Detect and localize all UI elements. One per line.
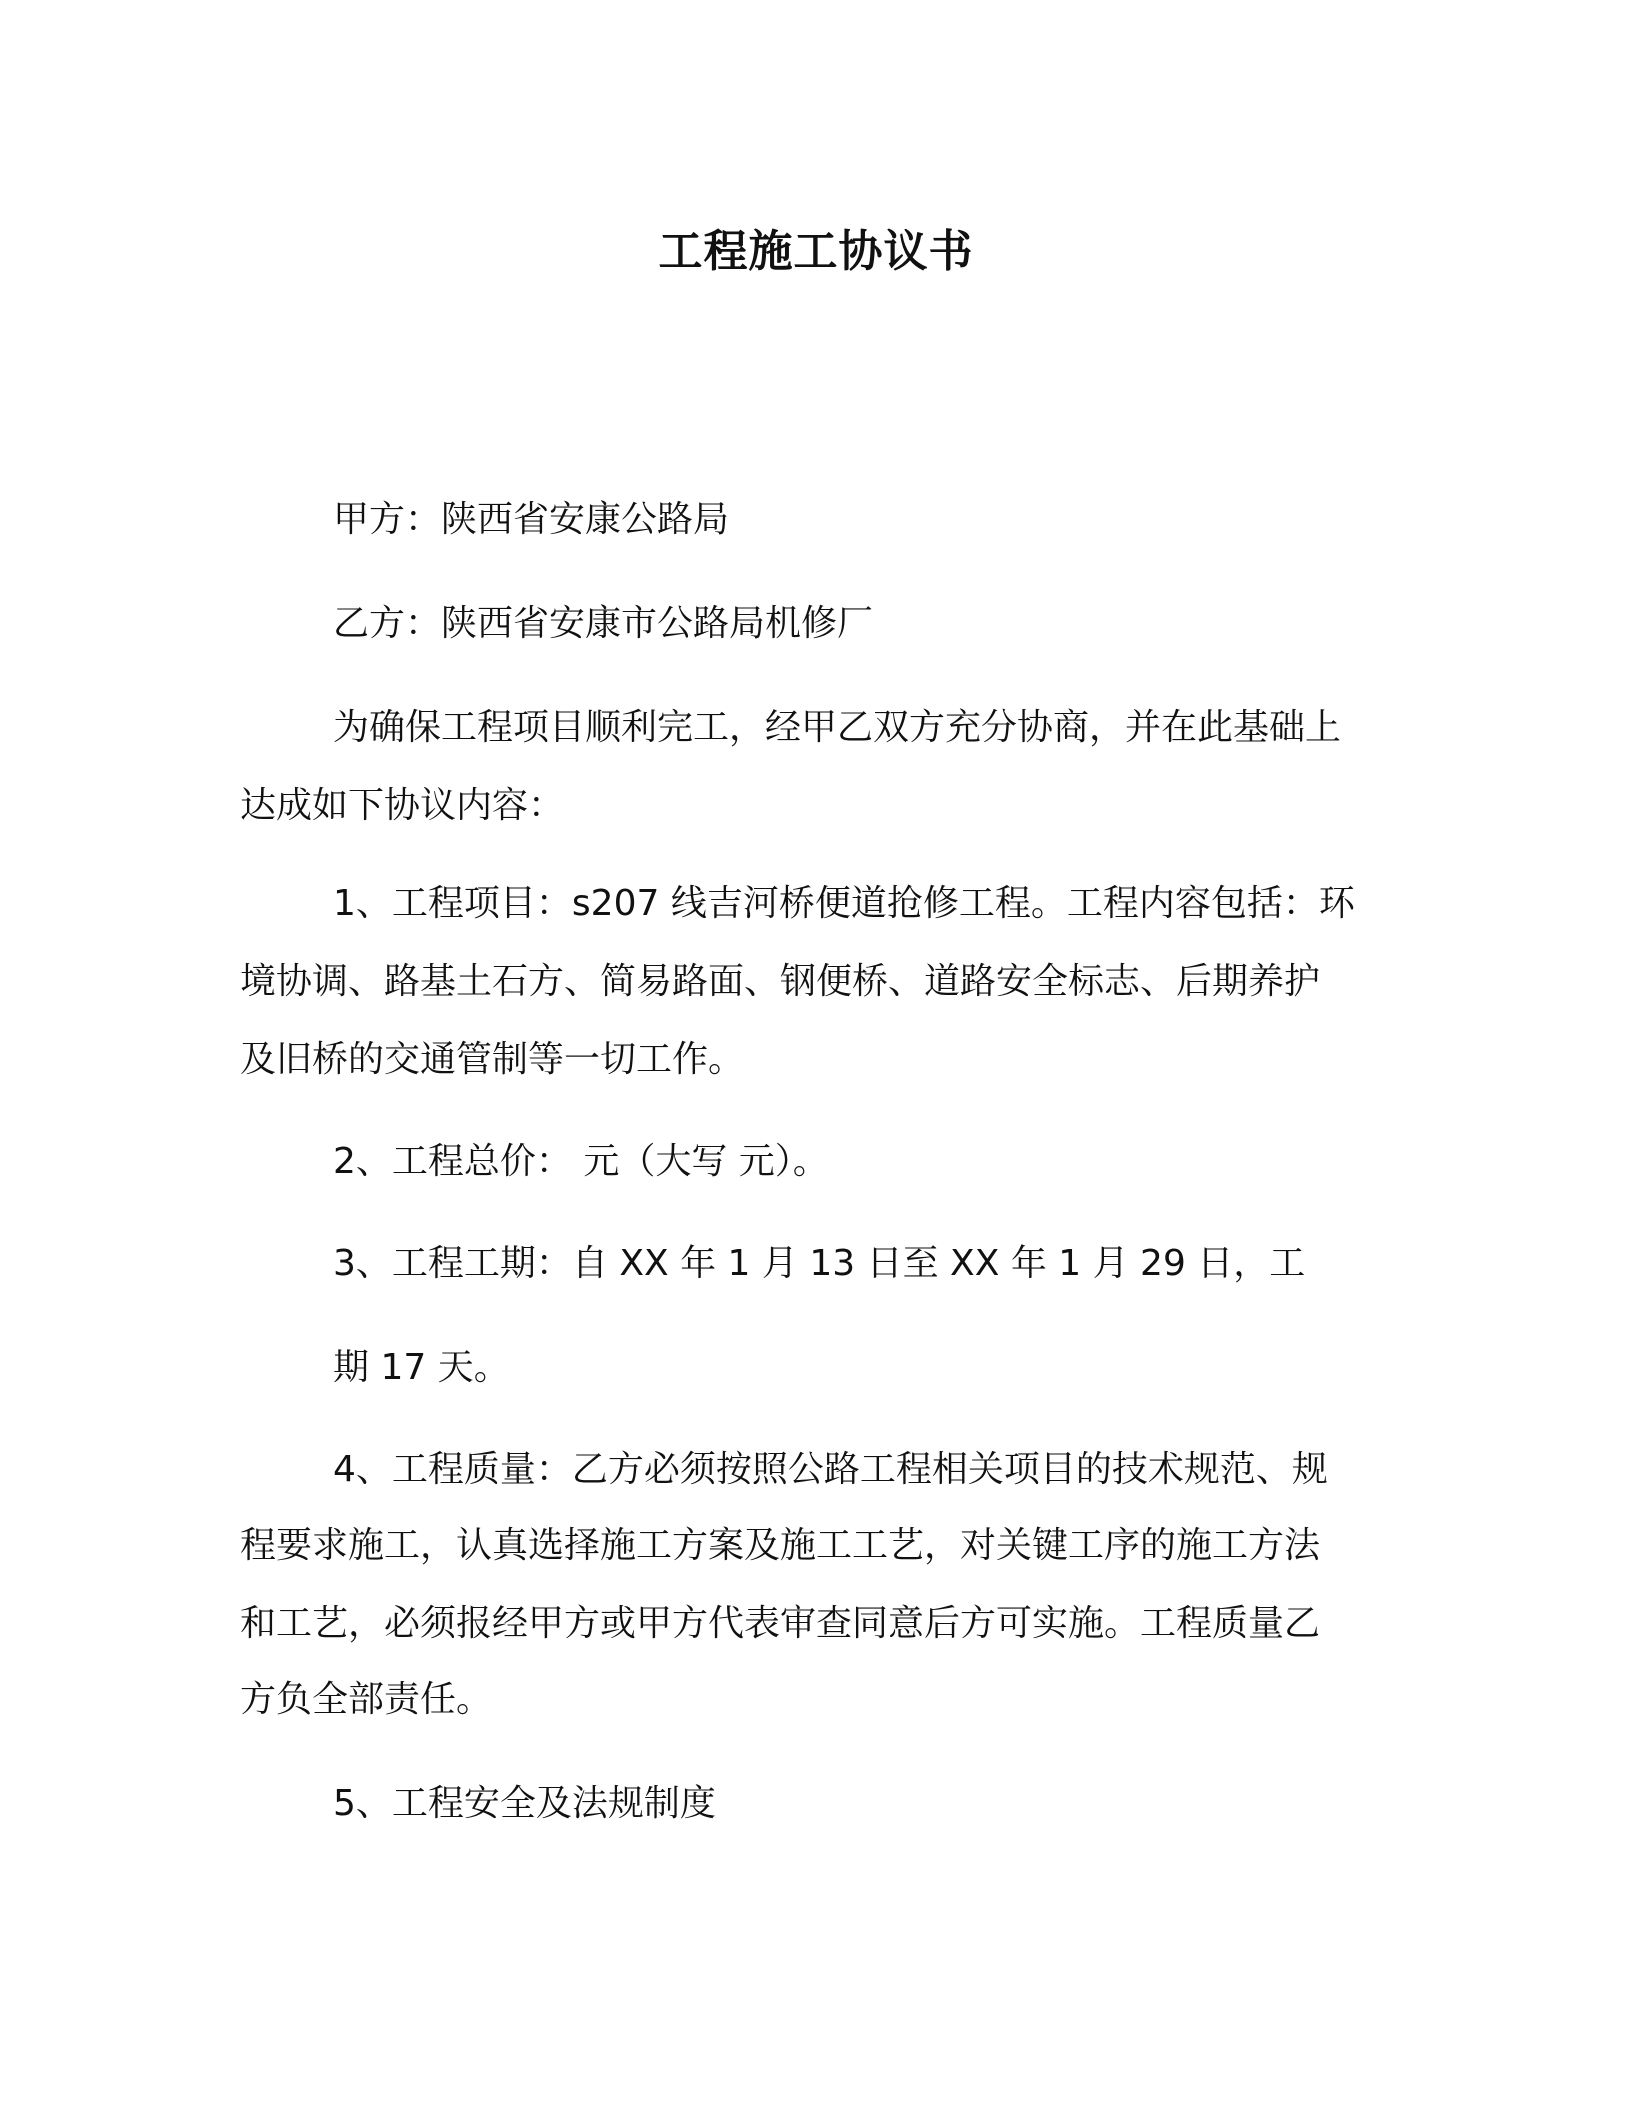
clause-3-line-2: 期 17 天。 [333,1347,510,1388]
intro-line-2: 达成如下协议内容： [240,785,565,826]
document-title: 工程施工协议书 [658,226,974,277]
clause-4-line-3: 和工艺，必须报经甲方或甲方代表审查同意后方可实施。工程质量乙 [240,1603,1321,1644]
party-b: 乙方：陕西省安康市公路局机修厂 [333,603,874,644]
clause-3-line-1: 3、工程工期：自 XX 年 1 月 13 日至 XX 年 1 月 29 日，工 [333,1243,1306,1284]
clause-1-line-2: 境协调、路基土石方、简易路面、钢便桥、道路安全标志、后期养护 [240,961,1321,1002]
intro-line-1: 为确保工程项目顺利完工，经甲乙双方充分协商，并在此基础上 [333,707,1342,748]
clause-4-line-4: 方负全部责任。 [240,1679,493,1720]
clause-4-line-1: 4、工程质量：乙方必须按照公路工程相关项目的技术规范、规 [333,1449,1328,1490]
clause-4-line-2: 程要求施工，认真选择施工方案及施工工艺，对关键工序的施工方法 [240,1525,1321,1566]
clause-2: 2、工程总价： 元（大写 元）。 [333,1141,829,1182]
clause-1-line-1: 1、工程项目：s207 线吉河桥便道抢修工程。工程内容包括：环 [333,883,1355,924]
clause-1-line-3: 及旧桥的交通管制等一切工作。 [240,1039,745,1080]
clause-5: 5、工程安全及法规制度 [333,1783,716,1824]
party-a: 甲方：陕西省安康公路局 [333,499,730,540]
